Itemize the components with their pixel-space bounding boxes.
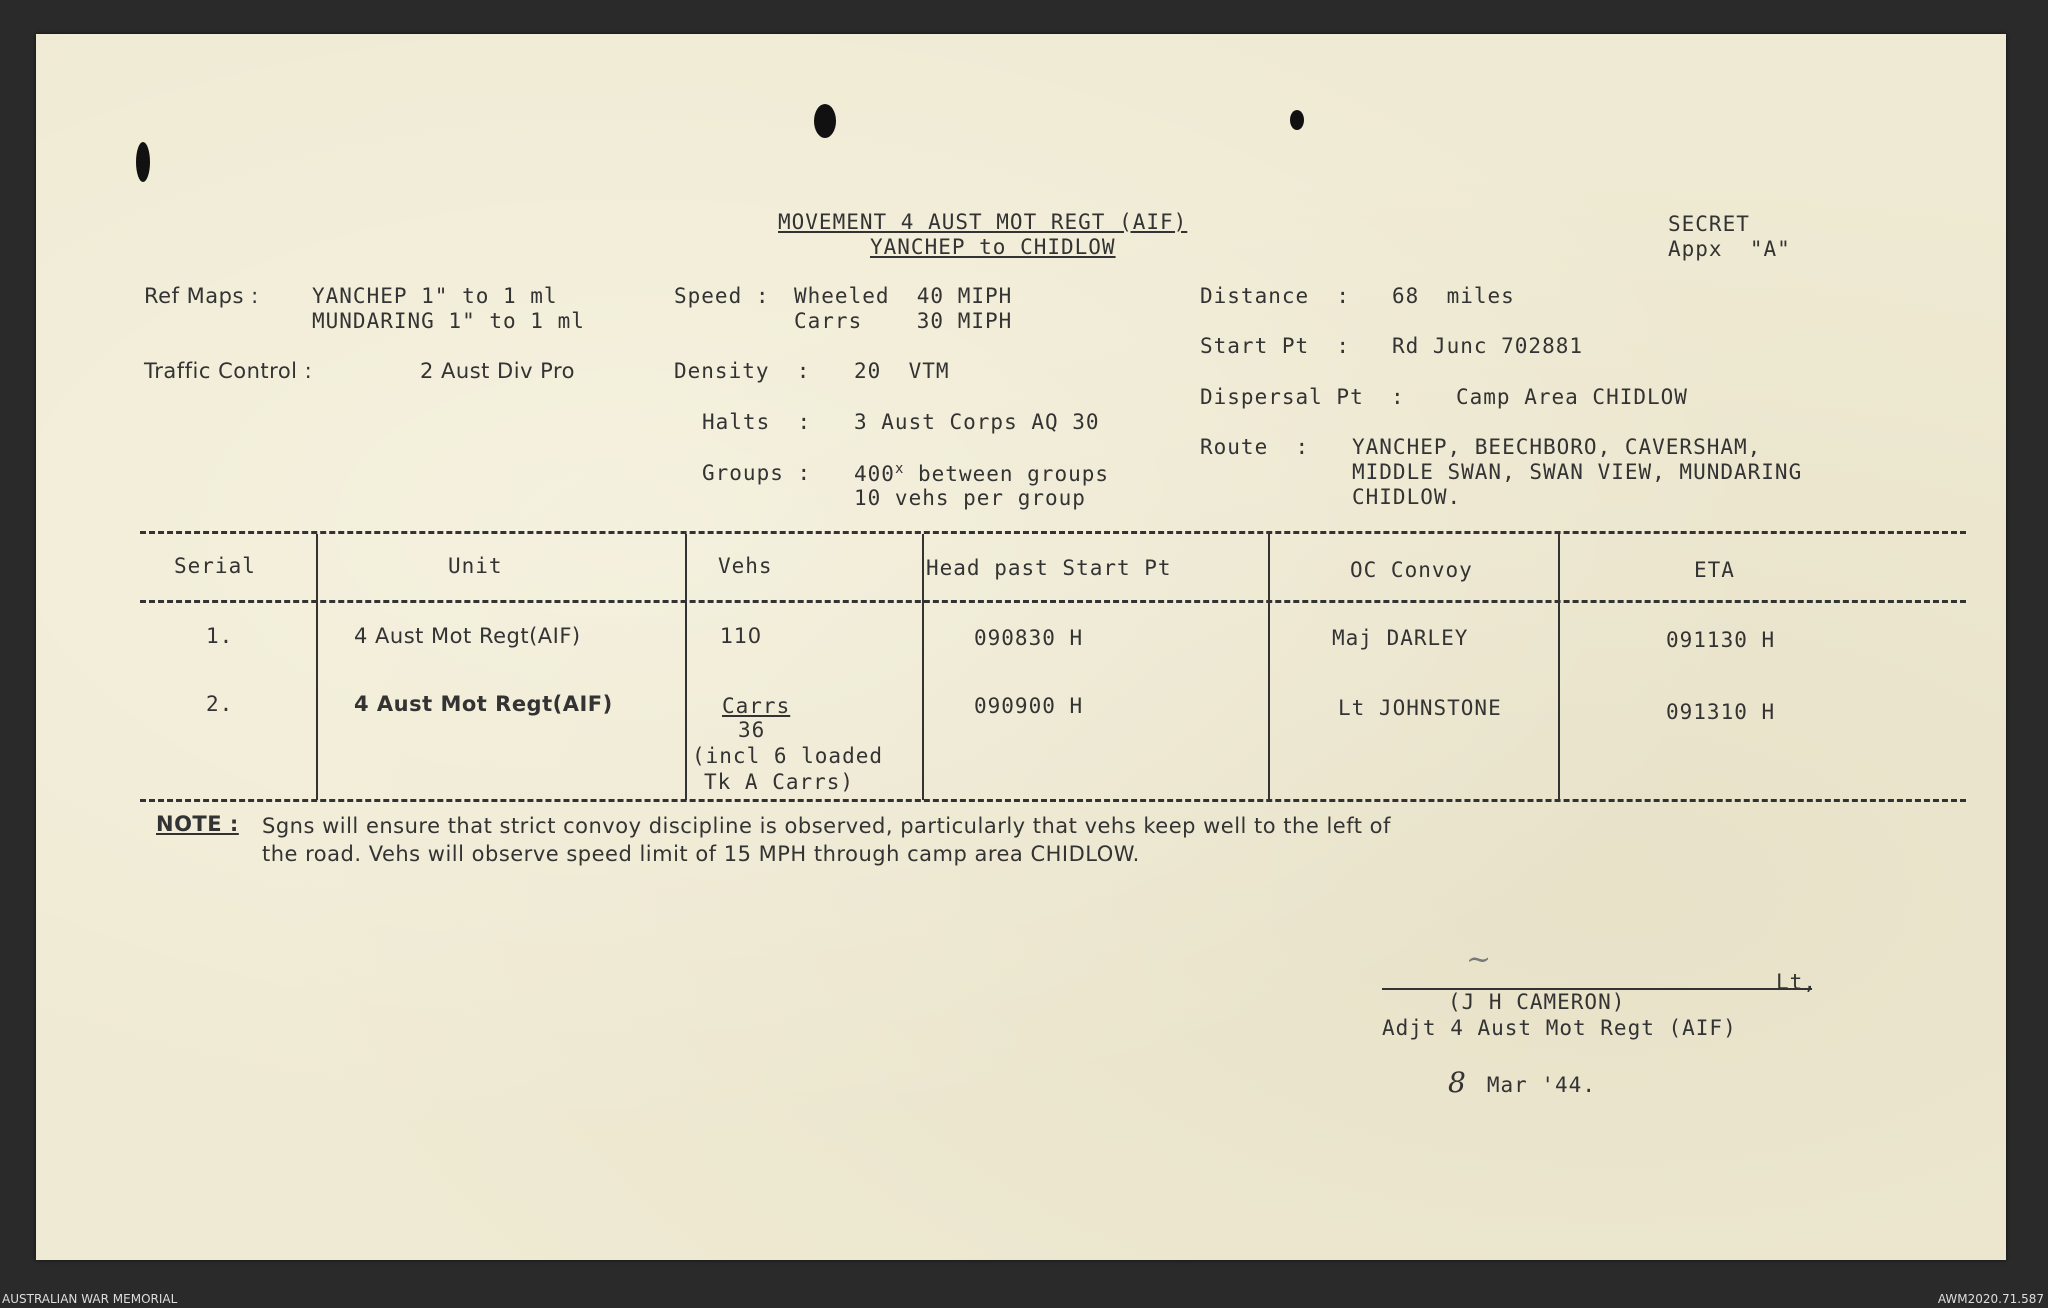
table-row-1-eta: 091130 H [1666, 628, 1776, 652]
table-header-rule [140, 600, 1966, 603]
punch-hole [136, 142, 150, 182]
ref-maps-label: Ref Maps : [144, 284, 259, 308]
punch-hole [814, 104, 836, 138]
halts-value: 3 Aust Corps AQ 30 [854, 410, 1100, 434]
table-row-1-vehs: 110 [720, 624, 762, 648]
route-line-1: YANCHEP, BEECHBORO, CAVERSHAM, [1352, 435, 1762, 459]
table-header-oc-convoy: OC Convoy [1350, 558, 1473, 582]
route-label: Route : [1200, 435, 1310, 459]
density-label: Density : [674, 359, 811, 383]
table-row-1-oc: Maj DARLEY [1332, 626, 1469, 650]
distance-label: Distance : [1200, 284, 1351, 308]
table-row-2-vehs: Carrs [722, 694, 791, 718]
table-header-vehs: Vehs [718, 554, 773, 578]
table-column-divider [1558, 534, 1560, 800]
table-row-1-head: 090830 H [974, 626, 1084, 650]
punch-hole [1290, 110, 1304, 130]
route-line-3: CHIDLOW. [1352, 485, 1462, 509]
signature-title: Adjt 4 Aust Mot Regt (AIF) [1382, 1016, 1737, 1040]
table-top-rule [140, 531, 1966, 534]
signature-date [1448, 1066, 1596, 1099]
halts-label: Halts : [702, 410, 812, 434]
table-header-unit: Unit [448, 554, 503, 578]
table-column-divider [685, 534, 687, 800]
table-column-divider [922, 534, 924, 800]
table-header-eta: ETA [1694, 558, 1735, 582]
traffic-control-label: Traffic Control : [144, 359, 313, 383]
table-row-2-oc: Lt JOHNSTONE [1338, 696, 1502, 720]
signature-rank: Lt, [1776, 970, 1817, 994]
groups-line-1 [854, 461, 1109, 486]
note-line-2: the road. Vehs will observe speed limit of 15 MPH through camp area CHIDLOW. [262, 842, 1140, 866]
classification-label: SECRET [1668, 212, 1750, 236]
groups-distance: 400 [854, 462, 895, 486]
table-row-2-serial: 2. [206, 692, 234, 716]
table-column-divider [1268, 534, 1270, 800]
appendix-label: Appx "A" [1668, 237, 1791, 261]
table-row-1-unit: 4 Aust Mot Regt(AIF) [354, 624, 581, 648]
groups-between: between groups [904, 462, 1110, 486]
speed-carrs: Carrs 30 MIPH [794, 309, 1013, 333]
table-row-2-eta: 091310 H [1666, 700, 1776, 724]
traffic-control-value: 2 Aust Div Pro [420, 359, 575, 383]
ref-maps-1: YANCHEP 1" to 1 ml [312, 284, 558, 308]
table-row-1-serial: 1. [206, 624, 234, 648]
document-subtitle: YANCHEP to CHIDLOW [870, 235, 1116, 259]
signature-date-day: 8 [1448, 1066, 1467, 1099]
groups-superscript: x [894, 461, 905, 477]
table-row-2-head: 090900 H [974, 694, 1084, 718]
table-row-2-vehs-count: 36 [738, 718, 766, 742]
table-row-2-unit: 4 Aust Mot Regt(AIF) [354, 692, 613, 716]
density-value: 20 VTM [854, 359, 950, 383]
handwritten-signature: ~ [1466, 942, 1492, 977]
dispersal-value: Camp Area CHIDLOW [1456, 385, 1688, 409]
table-column-divider [316, 534, 318, 800]
start-pt-value: Rd Junc 702881 [1392, 334, 1584, 358]
document-title: MOVEMENT 4 AUST MOT REGT (AIF) [778, 210, 1188, 234]
table-row-2-vehs-note-1: (incl 6 loaded [692, 744, 884, 768]
signature-date-rest: Mar '44. [1486, 1073, 1596, 1097]
footer-accession: AWM2020.71.587 [1937, 1292, 2044, 1306]
table-row-2-vehs-note-2: Tk A Carrs) [704, 770, 855, 794]
table-header-head-past-start: Head past Start Pt [926, 556, 1172, 580]
route-line-2: MIDDLE SWAN, SWAN VIEW, MUNDARING [1352, 460, 1803, 484]
signature-name: (J H CAMERON) [1448, 990, 1626, 1014]
table-header-serial: Serial [174, 554, 256, 578]
document-page [36, 34, 2006, 1260]
table-bottom-rule [140, 799, 1966, 802]
note-label: NOTE : [156, 812, 239, 836]
speed-wheeled: Wheeled 40 MIPH [794, 284, 1013, 308]
footer-credit: AUSTRALIAN WAR MEMORIAL [2, 1292, 178, 1306]
ref-maps-2: MUNDARING 1" to 1 ml [312, 309, 585, 333]
start-pt-label: Start Pt : [1200, 334, 1351, 358]
groups-label: Groups : [702, 461, 812, 485]
note-line-1: Sgns will ensure that strict convoy discipline is observed, particularly that vehs keep well to the left of [262, 814, 1391, 838]
groups-line-2: 10 vehs per group [854, 486, 1086, 510]
dispersal-label: Dispersal Pt : [1200, 385, 1405, 409]
distance-value: 68 miles [1392, 284, 1515, 308]
speed-label: Speed : [674, 284, 770, 308]
